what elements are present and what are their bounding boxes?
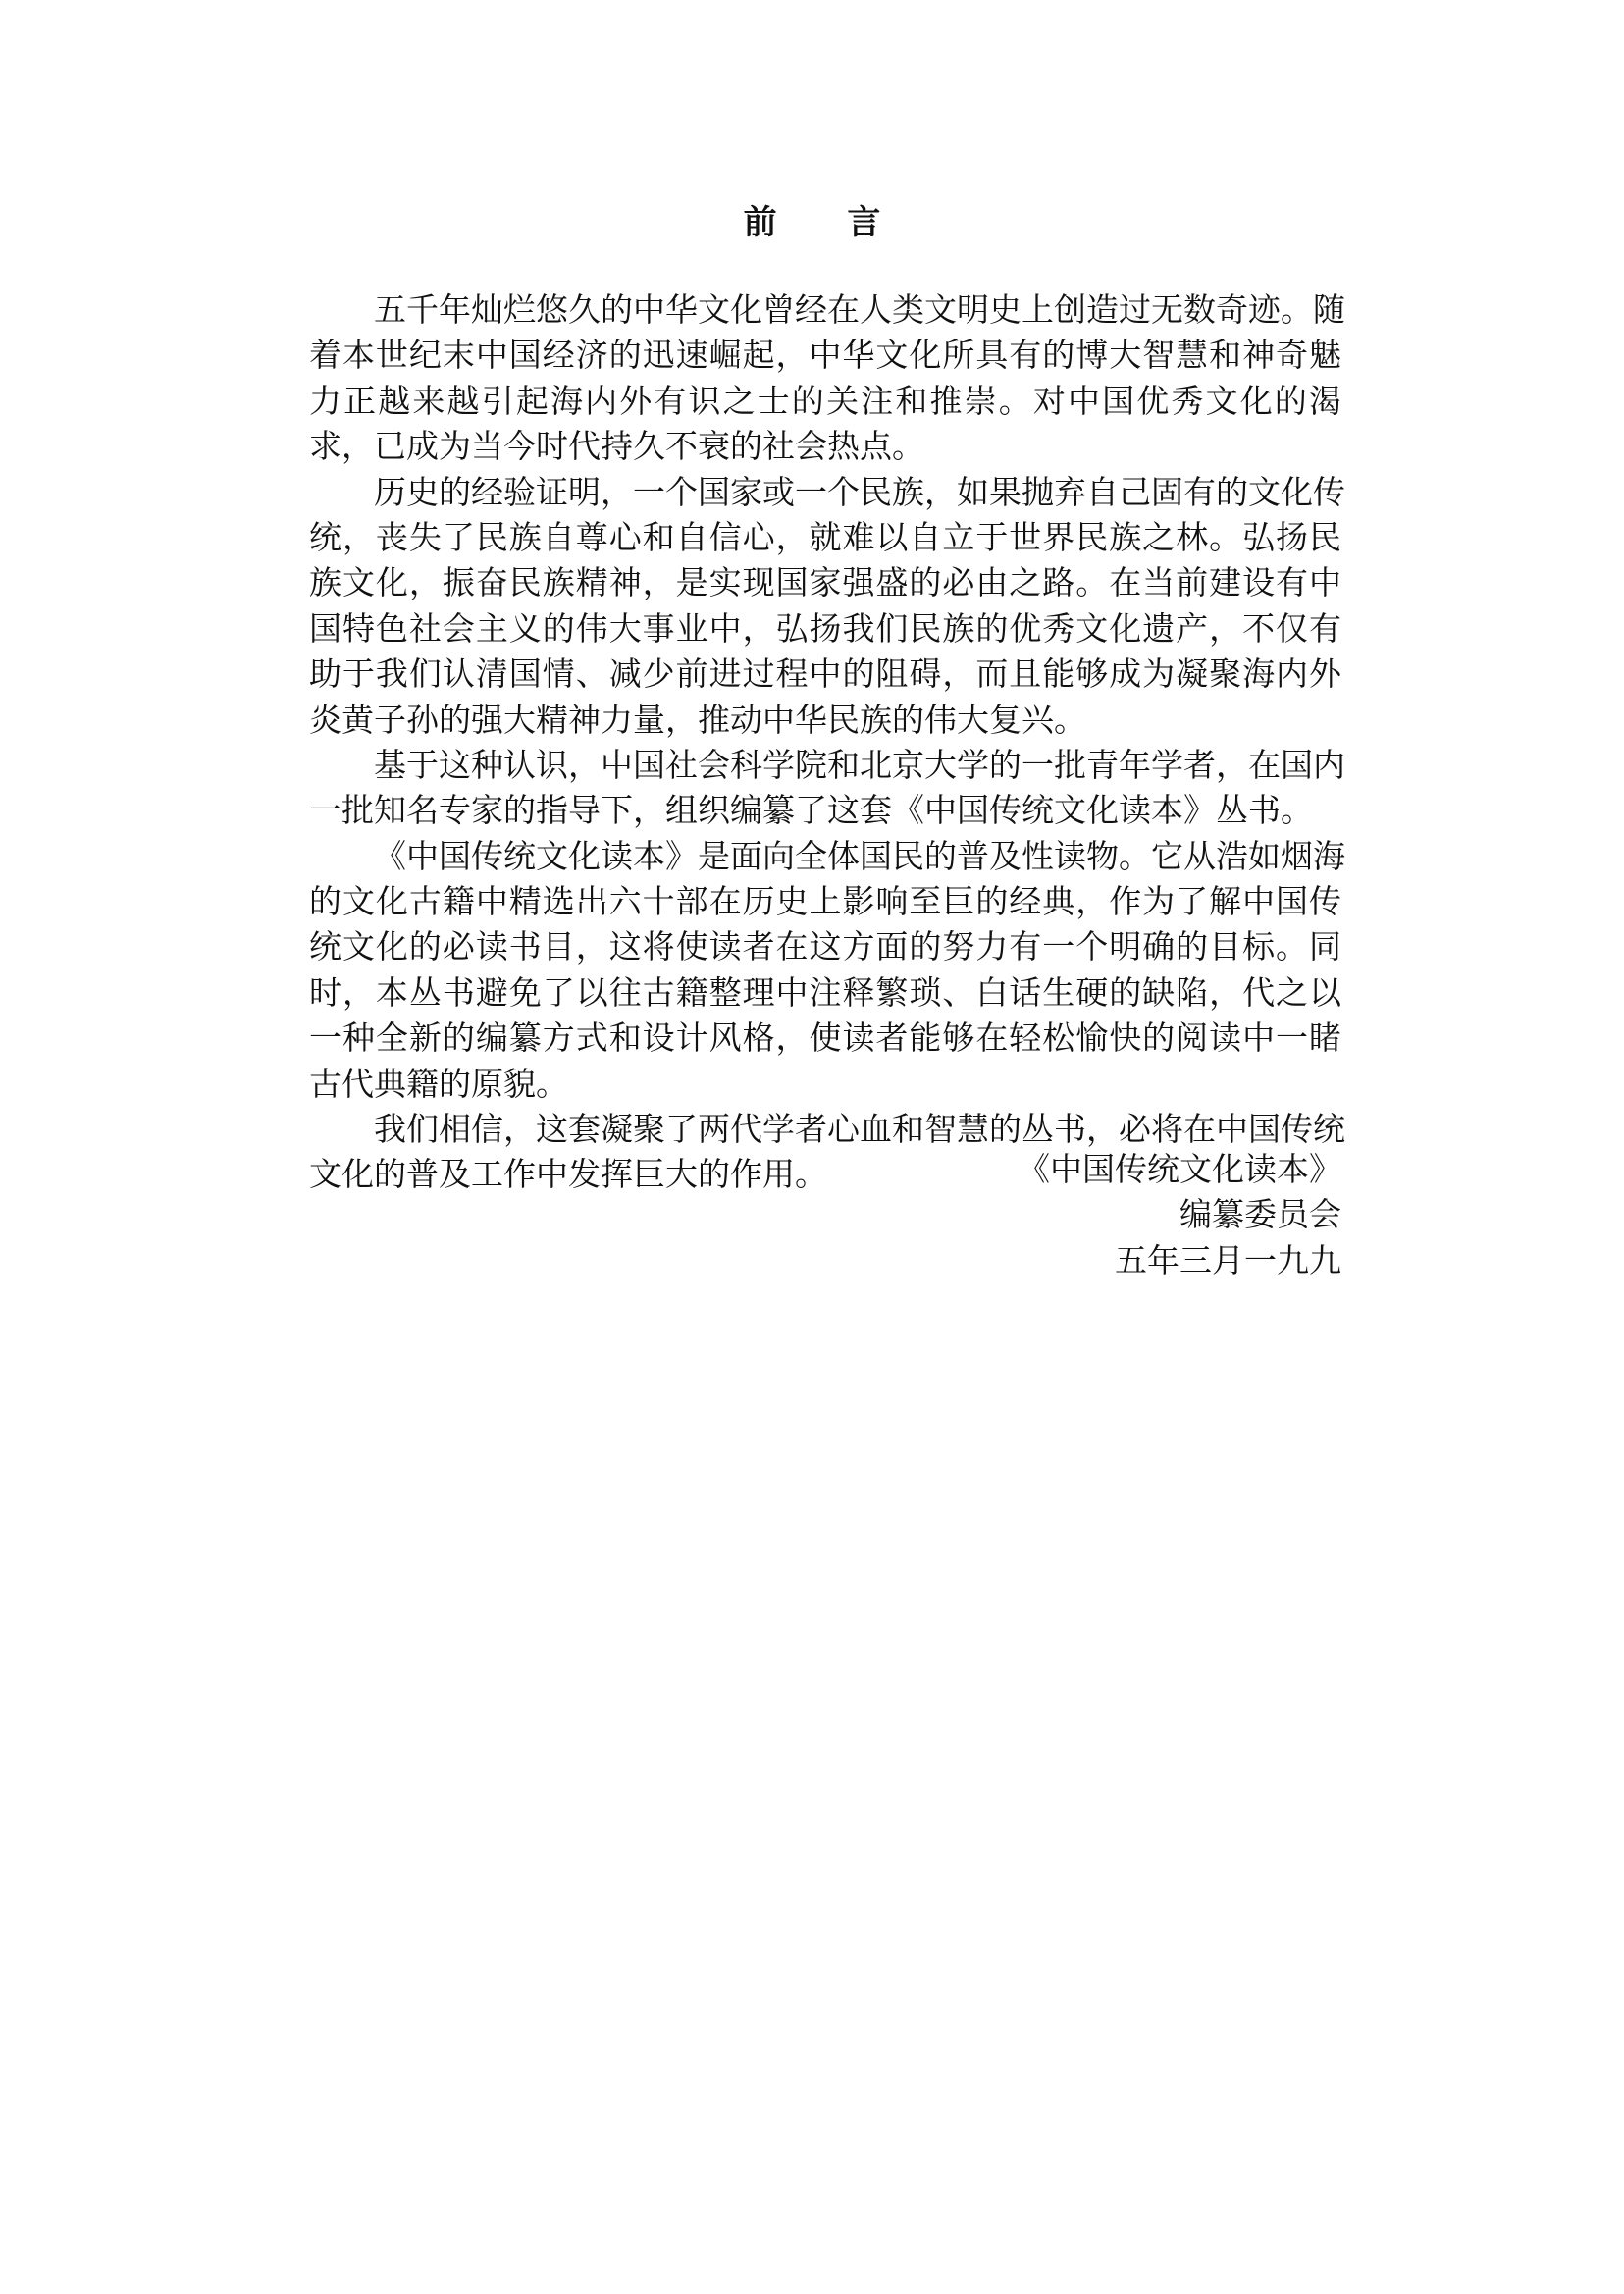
text-line: 古代典籍的原貌。 bbox=[309, 1064, 568, 1103]
text-line: 一种全新的编纂方式和设计风格，使读者能够在轻松愉快的阅读中一睹 bbox=[309, 1018, 1341, 1058]
text-line: 助于我们认清国情、减少前进过程中的阻碍，而且能够成为凝聚海内外 bbox=[309, 654, 1341, 694]
text-line: 基于这种认识，中国社会科学院和北京大学的一批青年学者，在国内 bbox=[374, 745, 1345, 784]
text-line: 国特色社会主义的伟大事业中，弘扬我们民族的优秀文化遗产，不仅有 bbox=[309, 608, 1341, 648]
signature-committee: 编纂委员会 bbox=[1179, 1195, 1341, 1234]
text-line: 统，丧失了民族自尊心和自信心，就难以自立于世界民族之林。弘扬民 bbox=[309, 517, 1341, 556]
text-line: 我们相信，这套凝聚了两代学者心血和智慧的丛书，必将在中国传统 bbox=[374, 1110, 1345, 1149]
page-title: 前 言 bbox=[743, 203, 911, 242]
text-line: 《中国传统文化读本》是面向全体国民的普及性读物。它从浩如烟海 bbox=[374, 836, 1345, 875]
signature-book-title: 《中国传统文化读本》 bbox=[1018, 1150, 1341, 1188]
text-line: 族文化，振奋民族精神，是实现国家强盛的必由之路。在当前建设有中 bbox=[309, 563, 1341, 602]
text-line: 文化的普及工作中发挥巨大的作用。 bbox=[309, 1155, 827, 1194]
text-line: 求，已成为当今时代持久不衰的社会热点。 bbox=[309, 427, 924, 466]
signature-date: 五年三月一九九 bbox=[1115, 1240, 1341, 1279]
text-line: 力正越来越引起海内外有识之士的关注和推崇。对中国优秀文化的渴 bbox=[309, 381, 1341, 420]
text-line: 时，本丛书避免了以往古籍整理中注释繁琐、白话生硬的缺陷，代之以 bbox=[309, 972, 1341, 1012]
text-line: 炎黄子孙的强大精神力量，推动中华民族的伟大复兴。 bbox=[309, 700, 1086, 739]
text-line: 的文化古籍中精选出六十部在历史上影响至巨的经典，作为了解中国传 bbox=[309, 882, 1341, 921]
text-line: 着本世纪末中国经济的迅速崛起，中华文化所具有的博大智慧和神奇魅 bbox=[309, 336, 1341, 375]
signature-block bbox=[1018, 1147, 1341, 1283]
text-line: 统文化的必读书目，这将使读者在这方面的努力有一个明确的目标。同 bbox=[309, 927, 1341, 966]
text-line: 五千年灿烂悠久的中华文化曾经在人类文明史上创造过无数奇迹。随 bbox=[374, 290, 1345, 329]
text-line: 历史的经验证明，一个国家或一个民族，如果抛弃自己固有的文化传 bbox=[374, 472, 1345, 511]
text-line: 一批知名专家的指导下，组织编纂了这套《中国传统文化读本》丛书。 bbox=[309, 791, 1313, 830]
preface-body bbox=[309, 287, 1345, 1198]
